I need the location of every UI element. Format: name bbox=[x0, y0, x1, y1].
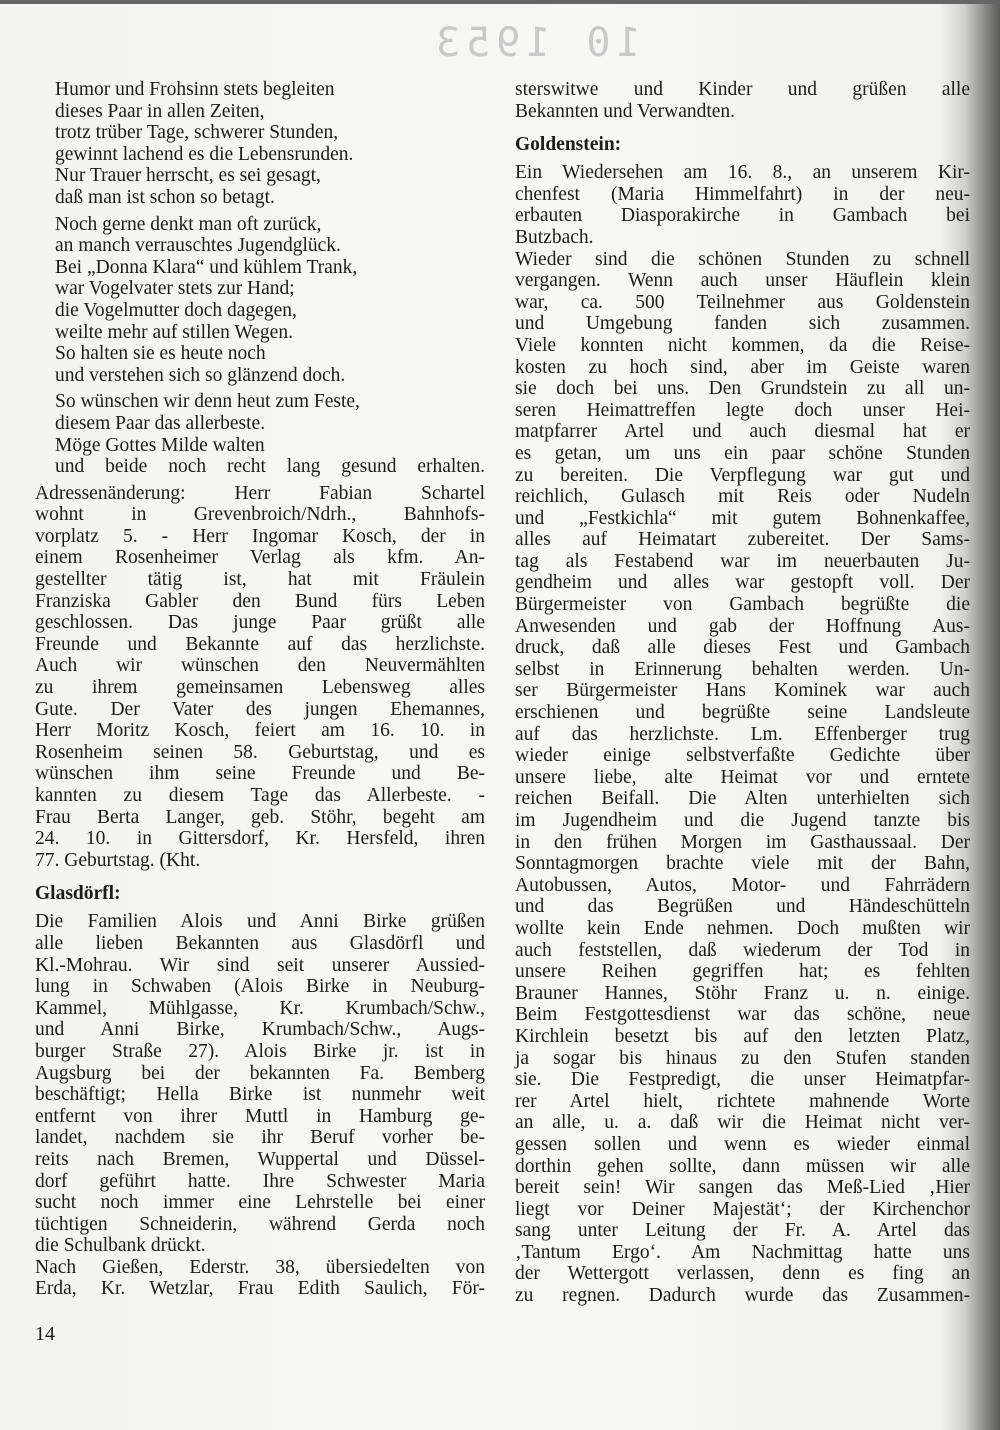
text-line: Viele konnten nicht kommen, da die Reise- bbox=[515, 334, 970, 356]
left-column bbox=[35, 79, 485, 1300]
poem-stanza bbox=[55, 79, 485, 209]
text-line: in den frühen Morgen im Gasthaussaal. Der bbox=[515, 831, 970, 853]
text-line: die Schulbank drückt. bbox=[35, 1235, 206, 1257]
text-line: reichlich, Gulasch mit Reis oder Nudeln bbox=[515, 486, 970, 508]
text-line: chenfest (Maria Himmelfahrt) in der neu- bbox=[515, 183, 970, 205]
section-heading: Glasdörfl: bbox=[35, 883, 121, 905]
text-line: Bei „Donna Klara“ und kühlem Trank, bbox=[55, 256, 358, 278]
paragraph bbox=[515, 162, 970, 248]
text-line: kosten zu hoch sind, aber im Geiste waren bbox=[515, 356, 970, 378]
text-line: zu regnen. Dadurch wurde das Zusammen- bbox=[515, 1285, 970, 1307]
text-line: lung in Schwaben (Alois Birke in Neuburg- bbox=[35, 976, 485, 998]
text-line: Augsburg bei der bekannten Fa. Bemberg bbox=[35, 1062, 485, 1084]
text-line: liegt vor Deiner Majestät‘; der Kirchenchor bbox=[515, 1198, 970, 1220]
text-line: matpfarrer Artel und auch diesmal hat er bbox=[515, 421, 970, 443]
text-line: vergangen. Wenn auch unser Häuflein klein bbox=[515, 270, 970, 292]
text-line: gessen sollen und wenn es wieder einmal bbox=[515, 1133, 970, 1155]
text-line: unsere Reihen gegriffen hat; es fehlten bbox=[515, 961, 970, 983]
text-line: wollte kein Ende nehmen. Doch mußten wir bbox=[515, 917, 970, 939]
text-line: und Umgebung fanden sich zusammen. bbox=[515, 313, 970, 335]
text-line: sang unter Leitung der Fr. A. Artel das bbox=[515, 1220, 970, 1242]
text-line: Nach Gießen, Ederstr. 38, übersiedelten von bbox=[35, 1256, 485, 1278]
text-line: ‚Tantum Ergo‘. Am Nachmittag hatte uns bbox=[515, 1241, 970, 1263]
text-line: daß man ist schon so betagt. bbox=[55, 186, 275, 208]
text-line: reichen Beifall. Die Alten unterhielten sich bbox=[515, 788, 970, 810]
text-line: und verstehen sich so glänzend doch. bbox=[55, 364, 346, 386]
text-line: und beide noch recht lang gesund erhalten. bbox=[55, 456, 485, 478]
text-line: Gute. Der Vater des jungen Ehemannes, bbox=[35, 698, 485, 720]
text-line: Sonntagmorgen brachte viele mit der Bahn, bbox=[515, 853, 970, 875]
text-line: So halten sie es heute noch bbox=[55, 343, 266, 365]
text-line: sucht noch immer eine Lehrstelle bei einer bbox=[35, 1192, 485, 1214]
text-line: geschlossen. Das junge Paar grüßt alle bbox=[35, 612, 485, 634]
text-line: Die Familien Alois und Anni Birke grüßen bbox=[35, 911, 485, 933]
text-line: kannten zu diesem Tage das Allerbeste. - bbox=[35, 785, 485, 806]
text-line: Herr Moritz Kosch, feiert am 16. 10. in bbox=[35, 720, 485, 742]
text-line: Butzbach. bbox=[515, 226, 594, 248]
text-line: Humor und Frohsinn stets begleiten bbox=[55, 79, 335, 100]
text-line: Auch wir wünschen den Neuvermählten bbox=[35, 655, 485, 677]
text-line: ja sogar bis hinaus zu den Stufen standen bbox=[515, 1047, 970, 1069]
text-line: Kirchlein besetzt bis auf den letzten Platz, bbox=[515, 1025, 970, 1047]
paragraph bbox=[515, 79, 970, 122]
text-line: Möge Gottes Milde walten bbox=[55, 434, 265, 456]
text-line: seren Heimattreffen legte doch unser Hei- bbox=[515, 399, 970, 421]
page-number: 14 bbox=[35, 1323, 55, 1345]
text-line: einem Rosenheimer Verlag als kfm. An- bbox=[35, 547, 485, 569]
text-line: sterswitwe und Kinder und grüßen alle bbox=[515, 79, 970, 100]
text-line: im Jugendheim und die Jugend tanzte bis bbox=[515, 810, 970, 831]
paragraph bbox=[515, 249, 970, 1307]
text-line: Bürgermeister von Gambach begrüßte die bbox=[515, 594, 970, 616]
text-line: auf das herzlichste. Lm. Effenberger trug bbox=[515, 723, 970, 745]
text-line: wieder einige selbstverfaßte Gedichte über bbox=[515, 745, 970, 767]
text-line: Freunde und Bekannte auf das herzlichste. bbox=[35, 633, 485, 655]
text-line: dorf geführt hatte. Ihre Schwester Maria bbox=[35, 1170, 485, 1192]
text-line: Erda, Kr. Wetzlar, Frau Edith Saulich, För- bbox=[35, 1278, 485, 1300]
text-line: tüchtigen Schneiderin, während Gerda noch bbox=[35, 1213, 485, 1235]
text-line: und Anni Birke, Krumbach/Schw., Augs- bbox=[35, 1019, 485, 1041]
text-line: die Vogelmutter doch dagegen, bbox=[55, 299, 297, 321]
text-line: war Vogelvater stets zur Hand; bbox=[55, 278, 295, 300]
text-line: erschienen und begrüßte seine Landsleute bbox=[515, 702, 970, 724]
text-line: erbauten Diasporakirche in Gambach bei bbox=[515, 205, 970, 227]
text-line: alle lieben Bekannten aus Glasdörfl und bbox=[35, 932, 485, 954]
text-line: tag als Festabend war im neuerbauten Ju- bbox=[515, 550, 970, 572]
text-line: ser Bürgermeister Hans Kominek war auch bbox=[515, 680, 970, 702]
text-line: alles auf Heimatart zubereitet. Der Sams- bbox=[515, 529, 970, 551]
text-line: gestellter tätig ist, hat mit Fräulein bbox=[35, 569, 485, 591]
text-line: trotz trüber Tage, schwerer Stunden, bbox=[55, 122, 339, 144]
text-line: zu bereiten. Die Verpflegung war gut und bbox=[515, 464, 970, 486]
text-line: Wieder sind die schönen Stunden zu schnell bbox=[515, 248, 970, 270]
text-line: bereit sein! Wir sangen das Meß-Lied ‚Hier bbox=[515, 1177, 970, 1199]
text-line: Brauner Hannes, Stöhr Franz u. n. einige. bbox=[515, 982, 970, 1004]
text-line: auch feststellen, daß wiederum der Tod in bbox=[515, 939, 970, 961]
text-line: dorthin gehen sollte, dann müssen wir alle bbox=[515, 1155, 970, 1177]
scan-edge bbox=[0, 0, 1000, 4]
text-line: dieses Paar in allen Zeiten, bbox=[55, 100, 265, 122]
text-line: Rosenheim seinen 58. Geburtstag, und es bbox=[35, 741, 485, 763]
paragraph bbox=[35, 911, 485, 1257]
text-line: wohnt in Grevenbroich/Ndrh., Bahnhofs- bbox=[35, 504, 485, 526]
text-line: druck, daß alle dieses Fest und Gambach bbox=[515, 637, 970, 659]
right-column bbox=[515, 79, 970, 1307]
text-line: der Wettergott verlassen, denn es fing an bbox=[515, 1263, 970, 1285]
poem-stanza bbox=[55, 391, 485, 477]
text-line: diesem Paar das allerbeste. bbox=[55, 412, 266, 434]
text-line: Autobussen, Autos, Motor- und Fahrrädern bbox=[515, 874, 970, 896]
bleed-through-stamp: 10 1953 bbox=[430, 20, 641, 66]
text-line: reits nach Bremen, Wuppertal und Düssel- bbox=[35, 1148, 485, 1170]
text-line: gendheim und alles war gestopft voll. Der bbox=[515, 572, 970, 594]
text-line: Anwesenden und gab der Hoffnung Aus- bbox=[515, 615, 970, 637]
text-line: an alle, u. a. daß wir die Heimat nicht ver- bbox=[515, 1112, 970, 1134]
text-line: sie. Die Festpredigt, die unser Heimatpfar- bbox=[515, 1069, 970, 1091]
paragraph bbox=[35, 483, 485, 872]
text-line: Beim Festgottesdienst war das schöne, neue bbox=[515, 1004, 970, 1026]
text-line: Bekannten und Verwandten. bbox=[515, 100, 736, 122]
text-line: gewinnt lachend es die Lebensrunden. bbox=[55, 143, 354, 165]
text-line: selbst in Erinnerung behalten werden. Un- bbox=[515, 658, 970, 680]
text-line: Kammel, Mühlgasse, Kr. Krumbach/Schw., bbox=[35, 997, 485, 1019]
text-line: wünschen ihm seine Freunde und Be- bbox=[35, 763, 485, 785]
text-line: Franziska Gabler den Bund fürs Leben bbox=[35, 590, 485, 612]
text-line: So wünschen wir denn heut zum Feste, bbox=[55, 391, 360, 413]
text-line: Nur Trauer herrscht, es sei gesagt, bbox=[55, 165, 321, 187]
text-line: burger Straße 27). Alois Birke jr. ist in bbox=[35, 1040, 485, 1062]
text-line: Adressenänderung: Herr Fabian Schartel bbox=[35, 482, 485, 504]
text-line: sie doch bei uns. Den Grundstein zu all un- bbox=[515, 378, 970, 400]
text-line: und „Festkichla“ mit gutem Bohnenkaffee, bbox=[515, 507, 970, 529]
text-line: Noch gerne denkt man oft zurück, bbox=[55, 213, 322, 235]
text-line: rer Artel hielt, richtete mahnende Worte bbox=[515, 1090, 970, 1112]
text-line: vorplatz 5. - Herr Ingomar Kosch, der in bbox=[35, 525, 485, 547]
text-line: Frau Berta Langer, geb. Stöhr, begeht am bbox=[35, 806, 485, 828]
text-line: landet, nachdem sie ihr Beruf vorher be- bbox=[35, 1127, 485, 1149]
text-line: beschäftigt; Hella Birke ist nunmehr weit bbox=[35, 1084, 485, 1106]
text-line: Ein Wiedersehen am 16. 8., an unserem Kir- bbox=[515, 162, 970, 184]
poem-stanza bbox=[55, 214, 485, 387]
text-line: entfernt von ihrer Muttl in Hamburg ge- bbox=[35, 1105, 485, 1127]
text-line: 24. 10. in Gittersdorf, Kr. Hersfeld, ihren bbox=[35, 828, 485, 850]
paragraph bbox=[35, 1257, 485, 1300]
text-line: 77. Geburtstag. (Kht. bbox=[35, 849, 201, 871]
text-line: zu ihrem gemeinsamen Lebensweg alles bbox=[35, 677, 485, 699]
text-line: an manch verrauschtes Jugendglück. bbox=[55, 235, 341, 257]
text-line: Kl.-Mohrau. Wir sind seit unserer Aussied- bbox=[35, 954, 485, 976]
section-heading: Goldenstein: bbox=[515, 134, 622, 156]
text-line: unsere liebe, alte Heimat vor und erntete bbox=[515, 766, 970, 788]
text-line: weilte mehr auf stillen Wegen. bbox=[55, 321, 293, 343]
text-line: es getan, um uns ein paar schöne Stunden bbox=[515, 442, 970, 464]
text-line: und das Begrüßen und Händeschütteln bbox=[515, 896, 970, 918]
text-line: war, ca. 500 Teilnehmer aus Goldenstein bbox=[515, 291, 970, 313]
